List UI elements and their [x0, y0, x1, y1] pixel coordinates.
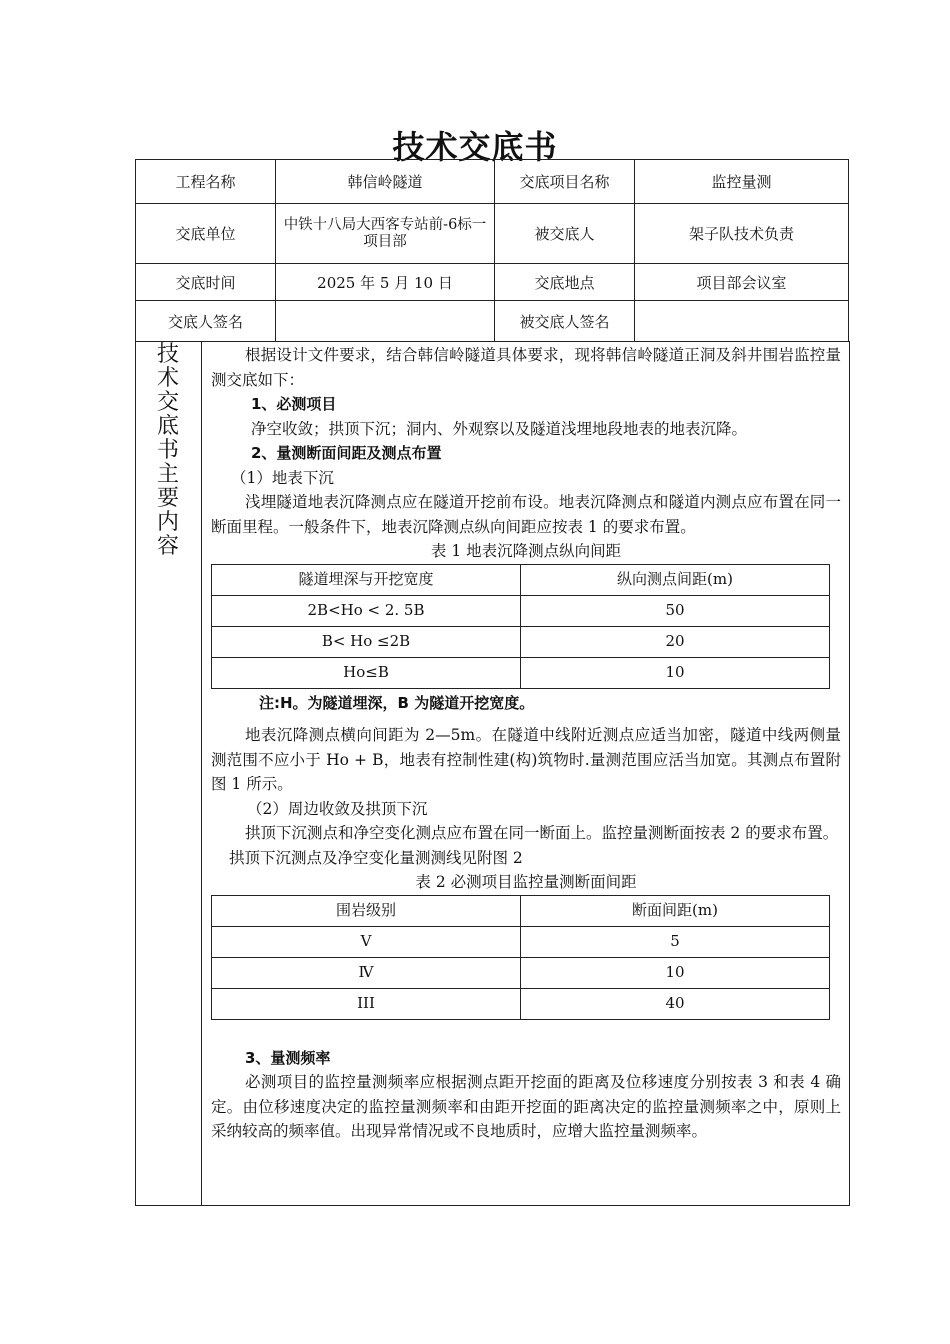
- recipient-sign-value: [635, 301, 849, 342]
- section-2-paragraph-2: 地表沉降测点横向间距为 2—5m。在隧道中线附近测点应适当加密，隧道中线两侧量测范围不应小于 Ho + B，地表有控制性建(构)筑物时.量测范围应活当加宽。其测点布置附图 1 所示。: [211, 726, 841, 793]
- content-area: [211, 343, 841, 1144]
- table-cell: III: [212, 988, 521, 1019]
- table-cell: Ho≤B: [212, 657, 521, 688]
- table-cell: 50: [521, 595, 830, 626]
- content-side-label: [135, 341, 202, 1206]
- table-1-note: 注:H。为隧道埋深，B 为隧道开挖宽度。: [259, 693, 535, 712]
- section-3-heading: 3、量测频率: [245, 1048, 331, 1067]
- side-label-text: 技术交底书主要内容: [157, 342, 180, 559]
- table-2-header-2: 断面间距(m): [521, 895, 830, 926]
- place-value: 项目部会议室: [635, 264, 849, 301]
- section-2-paragraph-1: 浅埋隧道地表沉降测点应在隧道开挖前布设。地表沉降测点和隧道内测点应布置在同一断面里程。一般条件下，地表沉降测点纵向间距应按表 1 的要求布置。: [211, 493, 841, 536]
- project-name-value: 韩信岭隧道: [276, 160, 495, 204]
- table-row: [212, 988, 830, 1019]
- table-row: [212, 657, 830, 688]
- item-name-label: 交底项目名称: [495, 160, 635, 204]
- table-1-header-1: 隧道埋深与开挖宽度: [212, 564, 521, 595]
- signer-label: 交底人签名: [136, 301, 276, 342]
- table-row: [212, 957, 830, 988]
- section-3-text: 必测项目的监控量测频率应根据测点距开挖面的距离及位移速度分别按表 3 和表 4 确定。由位移速度决定的监控量测频率和由距开挖面的距离决定的监控量测频率之中，原则上采纳较高的频率值。出现异常情况或不良地质时，应增大监控量测频率。: [211, 1073, 841, 1140]
- section-2-heading: 2、量测断面间距及测点布置: [251, 444, 442, 462]
- unit-value: 中铁十八局大西客专站前-6标一项目部: [276, 204, 495, 264]
- document-title: 技术交底书: [392, 128, 558, 166]
- table-cell: Ⅳ: [212, 957, 521, 988]
- table-1: [211, 564, 830, 689]
- project-name-label: 工程名称: [136, 160, 276, 204]
- table-row: [212, 595, 830, 626]
- table-2: [211, 895, 830, 1020]
- table-cell: 20: [521, 626, 830, 657]
- recipient-sign-label: 被交底人签名: [495, 301, 635, 342]
- unit-label: 交底单位: [136, 204, 276, 264]
- section-2-paragraph-4: 拱顶下沉测点及净空变化量测测线见附图 2: [229, 848, 523, 867]
- signer-value: [276, 301, 495, 342]
- recipient-label: 被交底人: [495, 204, 635, 264]
- section-2-sub1: （1）地表下沉: [231, 468, 334, 487]
- section-1-heading: 1、必测项目: [251, 395, 337, 413]
- info-table: [135, 159, 849, 342]
- section-2-sub2: （2）周边收敛及拱顶下沉: [247, 799, 428, 818]
- time-label: 交底时间: [136, 264, 276, 301]
- section-1-text: 净空收敛；拱顶下沉；洞内、外观察以及隧道浅埋地段地表的地表沉降。: [251, 419, 748, 438]
- table-cell: 2B<Ho < 2. 5B: [212, 595, 521, 626]
- table-cell: 5: [521, 926, 830, 957]
- table-row: [212, 926, 830, 957]
- time-value: 2025 年 5 月 10 日: [276, 264, 495, 301]
- section-2-paragraph-3: 拱顶下沉测点和净空变化测点应布置在同一断面上。监控量测断面按表 2 的要求布置。: [245, 824, 839, 842]
- table-cell: 10: [521, 957, 830, 988]
- place-label: 交底地点: [495, 264, 635, 301]
- table-2-caption: 表 2 必测项目监控量测断面间距: [415, 873, 637, 891]
- item-name-value: 监控量测: [635, 160, 849, 204]
- recipient-value: 架子队技术负责: [635, 204, 849, 264]
- table-cell: 10: [521, 657, 830, 688]
- table-1-caption: 表 1 地表沉降测点纵向间距: [430, 542, 622, 560]
- table-cell: 40: [521, 988, 830, 1019]
- table-row: [212, 626, 830, 657]
- table-2-header-1: 围岩级别: [212, 895, 521, 926]
- intro-paragraph: 根据设计文件要求，结合韩信岭隧道具体要求，现将韩信岭隧道正洞及斜井围岩监控量测交底如下：: [211, 346, 841, 389]
- table-cell: B< Ho ≤2B: [212, 626, 521, 657]
- table-1-header-2: 纵向测点间距(m): [521, 564, 830, 595]
- table-cell: V: [212, 926, 521, 957]
